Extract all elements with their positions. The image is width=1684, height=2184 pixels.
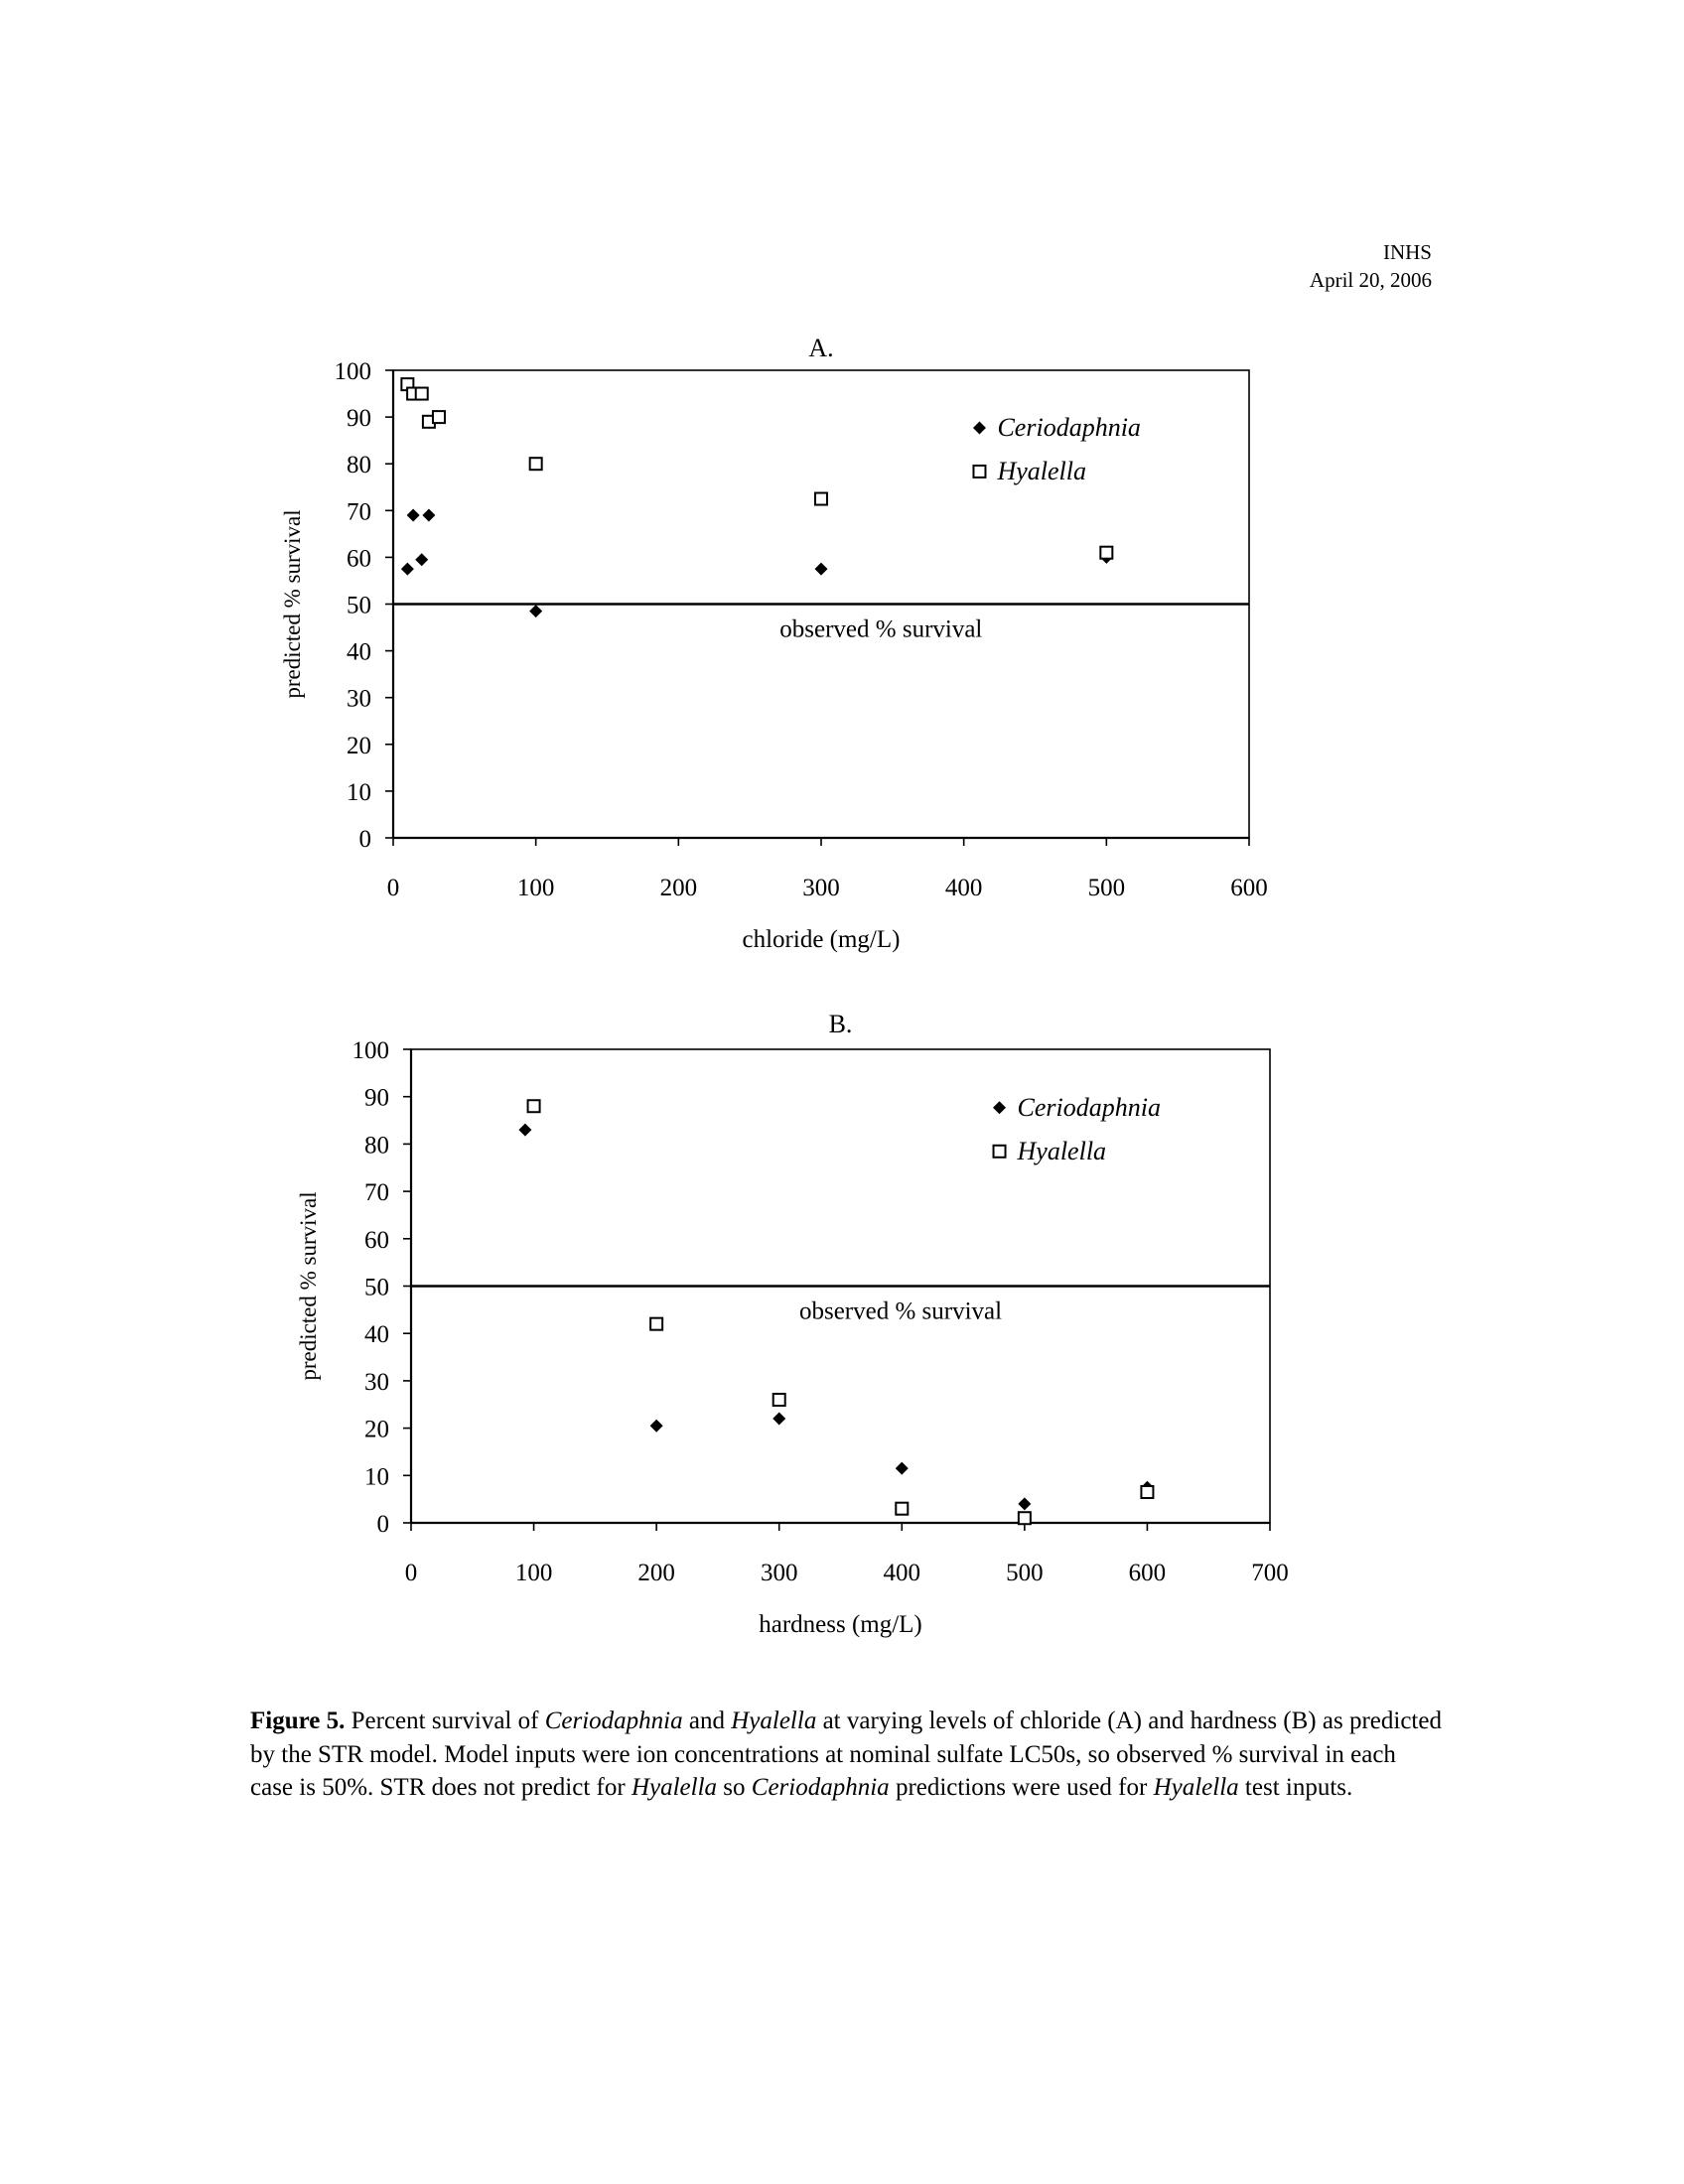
hyalella-point — [650, 1318, 662, 1330]
y-tick-label: 20 — [364, 1416, 389, 1443]
x-tick-label: 700 — [1251, 1560, 1289, 1586]
x-tick-label: 200 — [637, 1560, 675, 1586]
y-tick-label: 20 — [347, 732, 371, 759]
ceriodaphnia-point — [529, 605, 542, 617]
y-tick-label: 40 — [364, 1321, 389, 1349]
y-tick-label: 30 — [347, 685, 371, 713]
hyalella-point — [1019, 1512, 1031, 1524]
y-tick-label: 80 — [347, 452, 371, 479]
x-tick-label: 300 — [802, 875, 840, 901]
chart-b — [296, 1010, 1289, 1638]
hyalella-point — [1100, 547, 1112, 559]
legend-square-marker — [994, 1146, 1006, 1158]
legend — [973, 413, 1141, 485]
x-tick-label: 500 — [1006, 1560, 1044, 1586]
caption-species-name: Hyalella — [1153, 1774, 1239, 1801]
caption-text: predictions were used for — [889, 1774, 1154, 1801]
legend-square-marker — [973, 466, 985, 478]
y-tick-label: 70 — [364, 1179, 389, 1207]
legend-label: Ceriodaphnia — [1017, 1092, 1161, 1122]
x-tick-label: 600 — [1128, 1560, 1167, 1586]
y-tick-label: 60 — [347, 545, 371, 573]
y-tick-label: 90 — [364, 1084, 389, 1112]
x-tick-label: 200 — [659, 875, 698, 901]
chart-title: A. — [808, 334, 834, 362]
x-tick-label: 400 — [883, 1560, 921, 1586]
hyalella-point — [815, 493, 827, 505]
y-tick-label: 0 — [376, 1511, 389, 1538]
caption-text: so — [717, 1774, 752, 1801]
header-date: April 20, 2006 — [1309, 268, 1432, 292]
x-tick-label: 500 — [1087, 875, 1126, 901]
caption-body — [250, 1707, 1442, 1801]
legend-diamond-marker — [993, 1101, 1006, 1114]
caption-species-name: Hyalella — [731, 1707, 817, 1734]
y-tick-label: 100 — [334, 358, 371, 385]
x-tick-label: 300 — [760, 1560, 798, 1586]
hyalella-point — [773, 1394, 785, 1406]
x-tick-label: 400 — [944, 875, 983, 901]
legend-label: Ceriodaphnia — [997, 412, 1141, 442]
caption-species-name: Ceriodaphnia — [544, 1707, 683, 1734]
y-tick-label: 10 — [347, 778, 371, 806]
hyalella-point — [433, 411, 445, 423]
hyalella-point — [530, 458, 542, 470]
caption-text: at varying levels of chloride (A) and hardness (B) as predicted by the STR model. Model inputs were ion concentrations at nominal sulfate LC50s, so observed % survival in each case is 50%. STR does not predict for — [250, 1707, 1442, 1801]
hyalella-point — [896, 1503, 908, 1515]
y-tick-label: 0 — [358, 826, 371, 853]
y-tick-label: 60 — [364, 1226, 389, 1254]
ceriodaphnia-point — [815, 563, 828, 576]
y-tick-label: 70 — [347, 498, 371, 526]
x-tick-label: 100 — [514, 1560, 553, 1586]
caption-label: Figure 5. — [250, 1707, 346, 1734]
ceriodaphnia-point — [650, 1420, 663, 1433]
ceriodaphnia-point — [415, 553, 428, 566]
y-tick-label: 40 — [347, 638, 371, 666]
y-tick-label: 100 — [351, 1037, 389, 1064]
ceriodaphnia-point — [1018, 1497, 1031, 1510]
caption-species-name: Hyalella — [631, 1774, 718, 1801]
legend-label: Hyalella — [1017, 1136, 1107, 1165]
hyalella-point — [416, 388, 428, 400]
x-axis-label: chloride (mg/L) — [742, 926, 901, 953]
y-tick-label: 50 — [364, 1274, 389, 1301]
x-axis-label: hardness (mg/L) — [759, 1611, 922, 1638]
ceriodaphnia-point — [896, 1462, 909, 1475]
y-tick-label: 30 — [364, 1368, 389, 1396]
observed-survival-label: observed % survival — [798, 1297, 1003, 1325]
ceriodaphnia-point — [407, 509, 420, 522]
x-tick-label: 600 — [1230, 875, 1268, 901]
header-org: INHS — [1382, 240, 1432, 264]
legend — [993, 1093, 1161, 1165]
x-tick-label: 0 — [404, 1560, 418, 1586]
observed-survival-label: observed % survival — [779, 615, 983, 643]
legend-diamond-marker — [973, 421, 986, 434]
y-axis-label: predicted % survival — [296, 1191, 321, 1381]
caption-text: test inputs. — [1238, 1774, 1353, 1801]
chart-title: B. — [828, 1010, 853, 1038]
figure-caption — [250, 1705, 1442, 1805]
ceriodaphnia-point — [401, 563, 414, 576]
caption-text: Percent survival of — [345, 1707, 545, 1734]
ceriodaphnia-point — [772, 1413, 785, 1426]
ceriodaphnia-point — [422, 509, 435, 522]
y-tick-label: 80 — [364, 1132, 389, 1160]
y-tick-label: 90 — [347, 405, 371, 433]
hyalella-point — [1141, 1486, 1153, 1498]
y-axis-label: predicted % survival — [280, 509, 305, 699]
x-tick-label: 0 — [386, 875, 400, 901]
y-tick-label: 10 — [364, 1463, 389, 1491]
chart-a — [280, 334, 1268, 953]
legend-label: Hyalella — [997, 456, 1087, 485]
y-tick-label: 50 — [347, 592, 371, 619]
x-tick-label: 100 — [516, 875, 555, 901]
hyalella-point — [528, 1100, 540, 1112]
caption-species-name: Ceriodaphnia — [751, 1774, 890, 1801]
series-ceriodaphnia — [401, 509, 1113, 618]
ceriodaphnia-point — [518, 1124, 531, 1137]
caption-text: and — [682, 1707, 732, 1734]
